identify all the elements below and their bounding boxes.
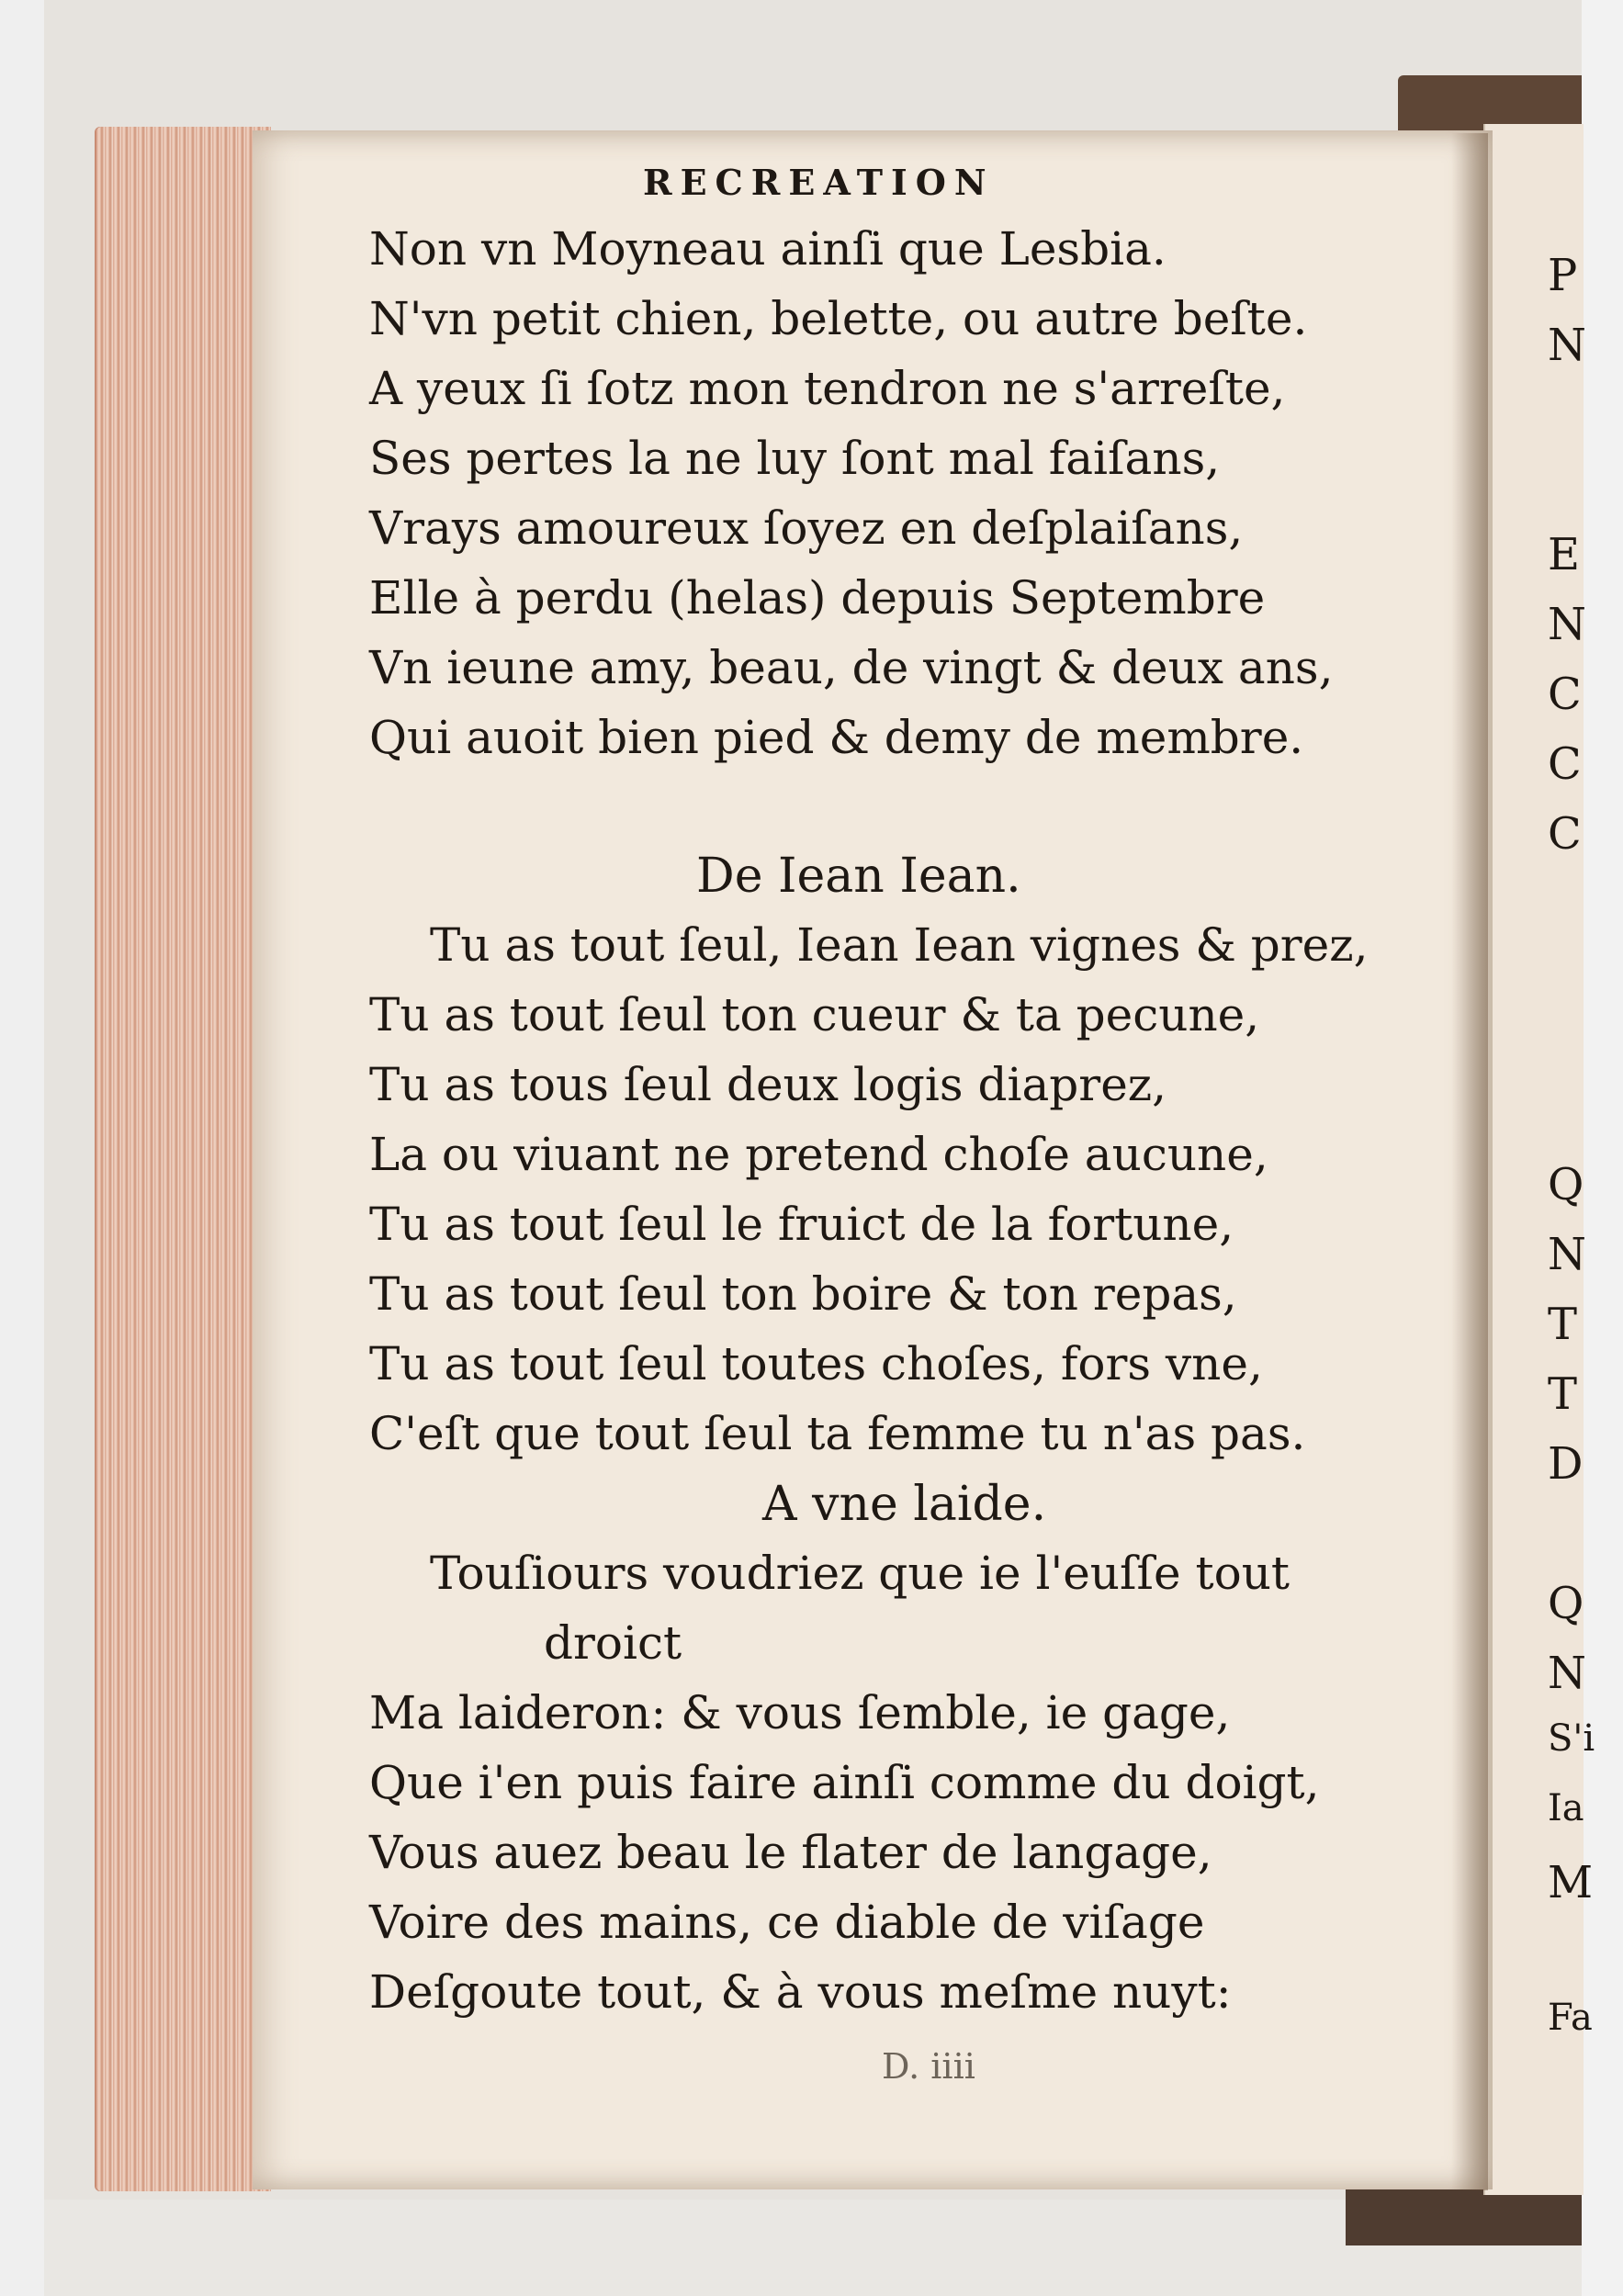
poem-line: Tu as tout ſeul, Iean Iean vignes & prez, <box>430 918 1369 972</box>
poem-line: droict <box>544 1616 682 1670</box>
facing-page-letter: Q <box>1548 1159 1584 1210</box>
poem-line: Qui auoit bien pied & demy de membre. <box>369 711 1304 764</box>
epigram-title: A vne laide. <box>762 1477 1047 1532</box>
poem-line: Non vn Moyneau ainſi que Lesbia. <box>369 222 1167 276</box>
facing-page-letter: N <box>1548 320 1586 371</box>
poem-line: Vrays amoureux ſoyez en deſplaiſans, <box>369 501 1244 555</box>
scan-background-right <box>1582 0 1623 2296</box>
facing-page-letter: C <box>1548 738 1582 790</box>
facing-page-letter: E <box>1548 529 1581 580</box>
page-edges <box>96 127 271 2191</box>
poem-line: Tu as tout ſeul ton boire & ton repas, <box>369 1267 1237 1321</box>
running-header: RECREATION <box>643 162 995 203</box>
facing-page-letter: Ia <box>1548 1787 1584 1829</box>
poem-line: Que i'en puis faire ainſi comme du doigt, <box>369 1756 1320 1809</box>
facing-page-letter: P <box>1548 250 1578 301</box>
poem-line: Vn ieune amy, beau, de vingt & deux ans, <box>369 641 1334 694</box>
facing-page-letter: M <box>1548 1857 1594 1908</box>
facing-page-letter: N <box>1548 599 1586 650</box>
facing-page-letter: N <box>1548 1229 1586 1280</box>
page-gutter-shadow <box>1451 133 1488 2190</box>
poem-line: Tu as tout ſeul ton cueur & ta pecune, <box>369 988 1260 1041</box>
facing-page-letter: C <box>1548 808 1582 860</box>
facing-page-letter: C <box>1548 669 1582 720</box>
poem-line: N'vn petit chien, belette, ou autre beſte. <box>369 292 1308 345</box>
facing-page-letter: T <box>1548 1368 1578 1420</box>
facing-page-letter: T <box>1548 1299 1578 1350</box>
facing-page-letter: N <box>1548 1648 1586 1699</box>
facing-page-letter: Q <box>1548 1578 1584 1629</box>
poem-line: Elle à perdu (helas) depuis Septembre <box>369 571 1266 625</box>
facing-page-letter: S'i <box>1548 1717 1595 1760</box>
poem-line: Vous auez beau le flater de langage, <box>369 1826 1212 1879</box>
facing-page-letter: Fa <box>1548 1997 1593 2039</box>
poem-line: Ma laideron: & vous ſemble, ie gage, <box>369 1686 1231 1739</box>
facing-page-letter: D <box>1548 1438 1584 1490</box>
epigram-title: De Iean Iean. <box>696 849 1021 904</box>
poem-line: Touſiours voudriez que ie l'euſſe tout <box>430 1547 1290 1600</box>
poem-line: A yeux ſi ſotz mon tendron ne s'arreſte, <box>369 362 1286 415</box>
poem-line: Ses pertes la ne luy ſont mal faiſans, <box>369 432 1221 485</box>
poem-line: C'eſt que tout ſeul ta femme tu n'as pas. <box>369 1407 1306 1460</box>
scan-background-left <box>0 0 44 2296</box>
poem-line: La ou viuant ne pretend choſe aucune, <box>369 1128 1268 1181</box>
poem-line: Tu as tout ſeul toutes choſes, fors vne, <box>369 1337 1263 1390</box>
poem-line: Voire des mains, ce diable de viſage <box>369 1896 1205 1949</box>
signature-mark: D. iiii <box>882 2046 975 2087</box>
poem-line: Deſgoute tout, & à vous meſme nuyt: <box>369 1965 1232 2019</box>
poem-line: Tu as tout ſeul le fruict de la fortune, <box>369 1198 1234 1251</box>
poem-line: Tu as tous ſeul deux logis diaprez, <box>369 1058 1167 1111</box>
